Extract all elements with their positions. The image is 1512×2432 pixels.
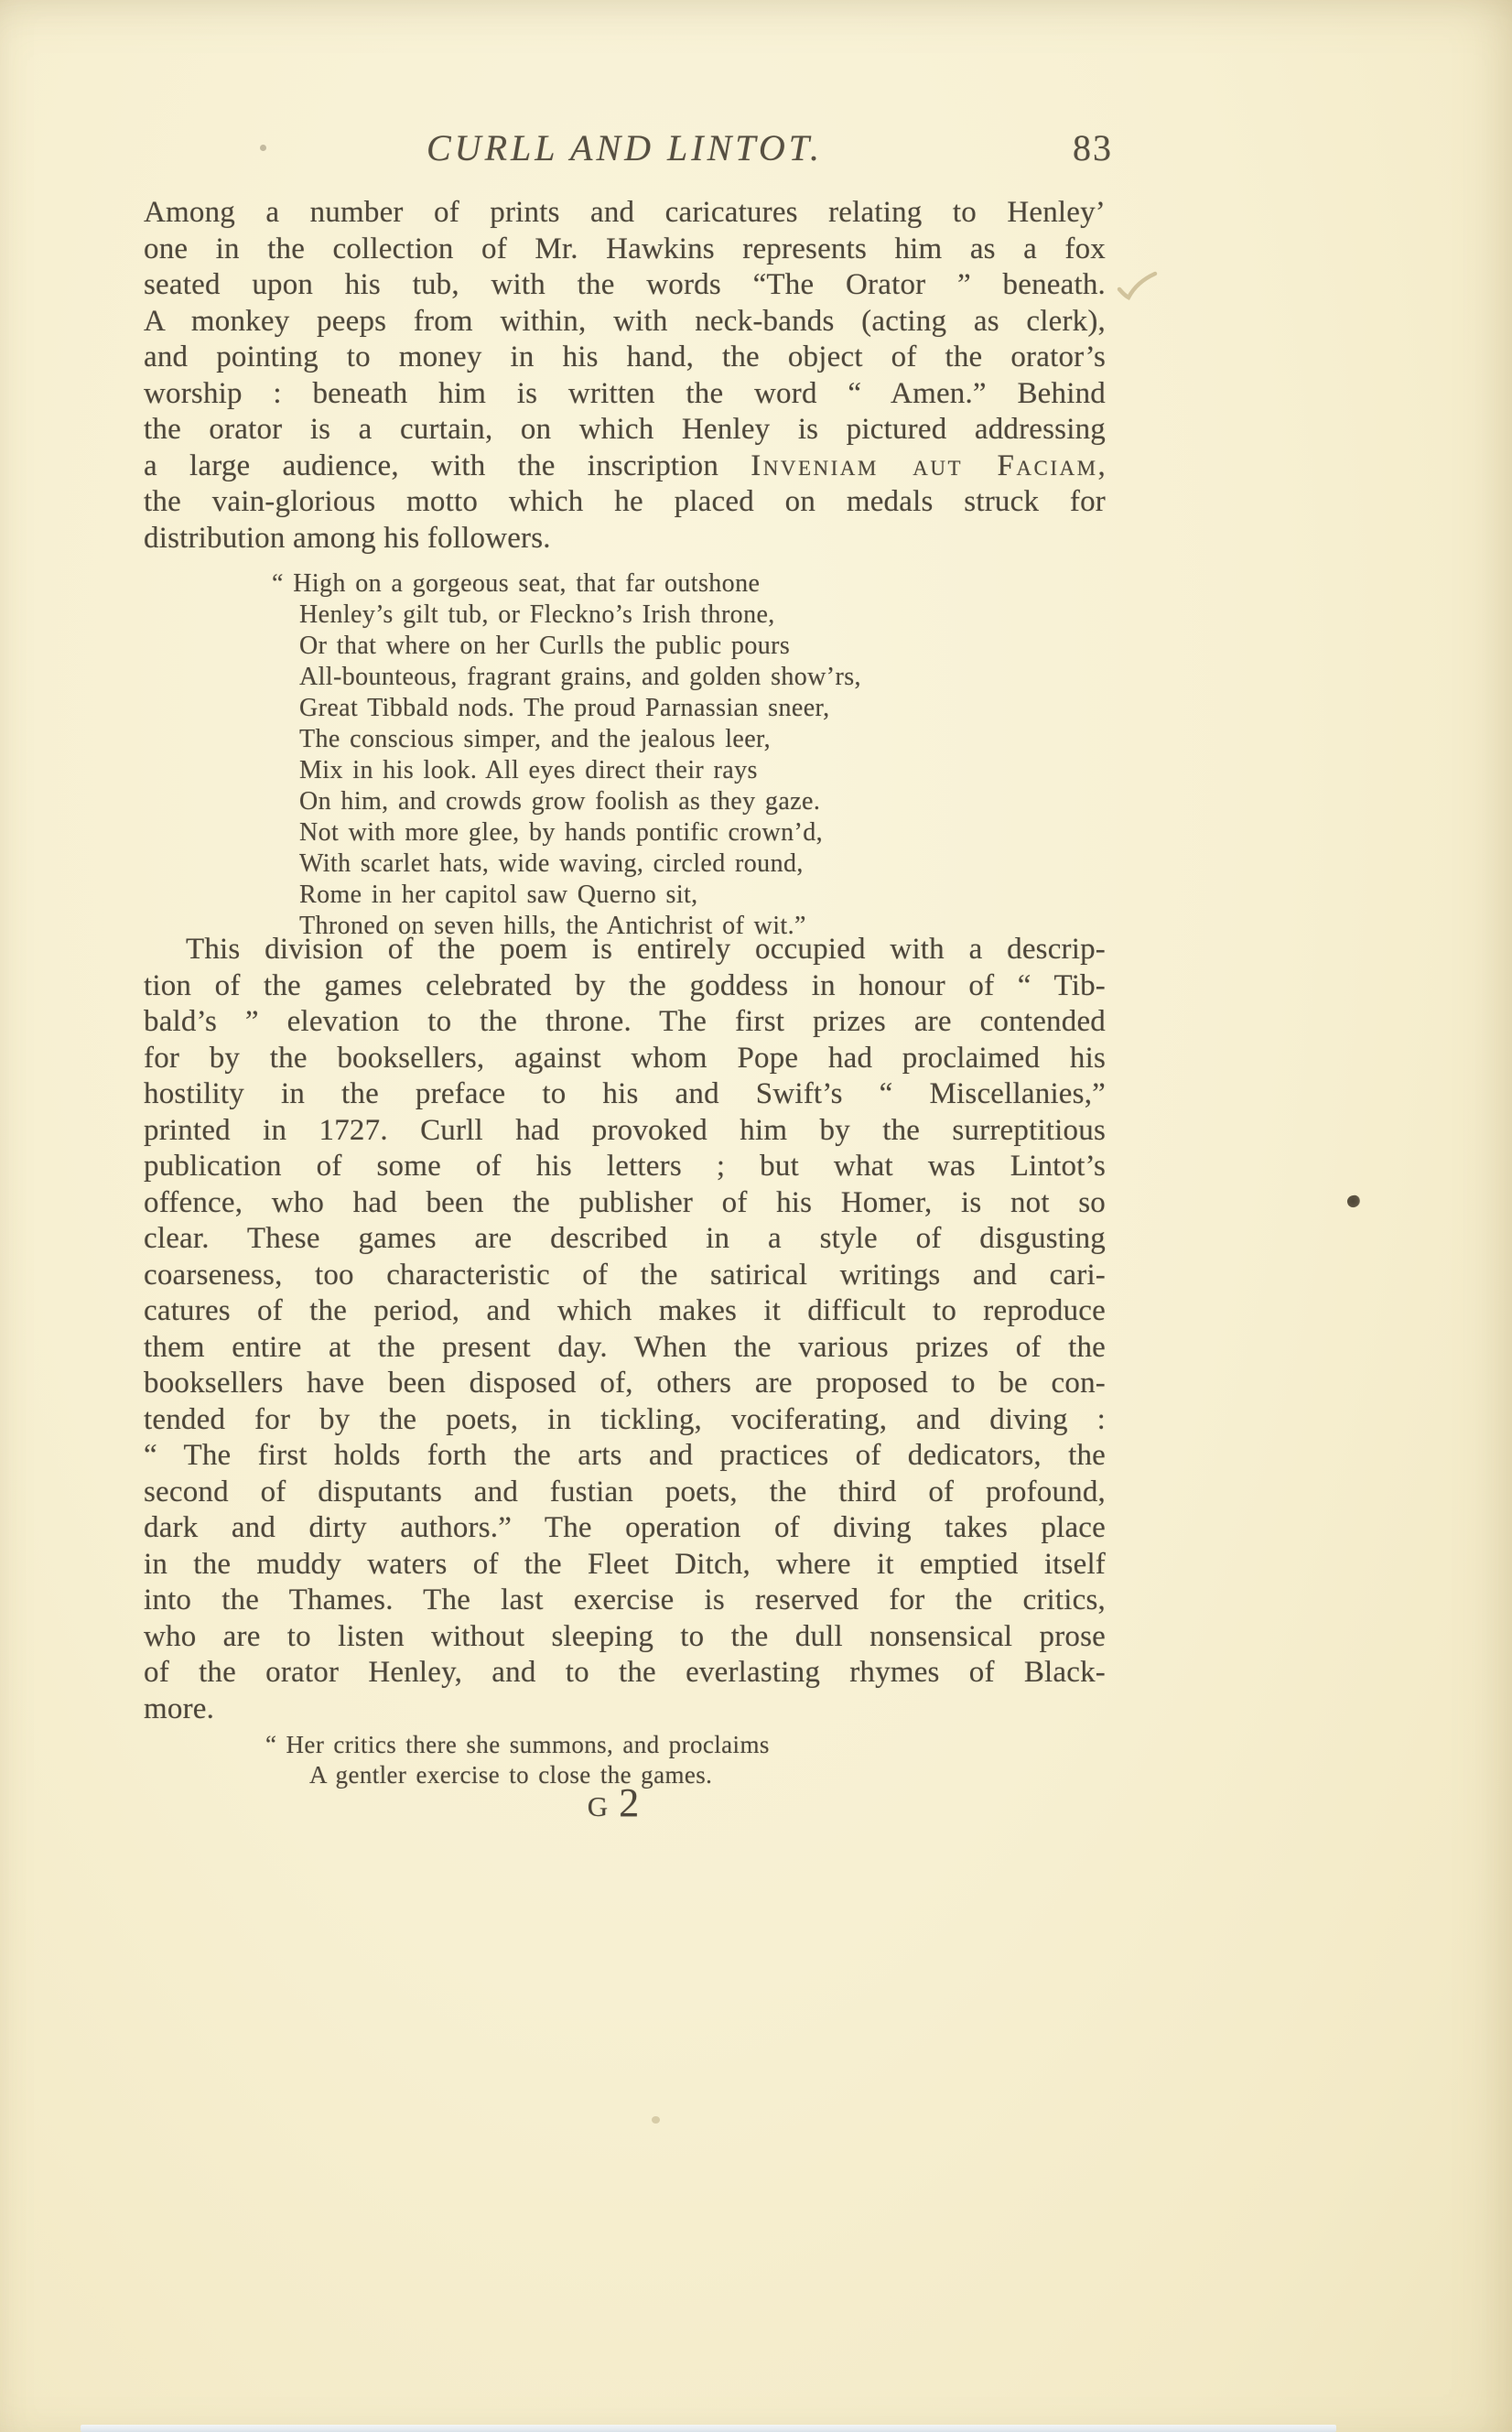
text-line: With scarlet hats, wide waving, circled round, bbox=[299, 849, 804, 878]
text-line: booksellers have been disposed of, others are proposed to be con- bbox=[144, 1367, 1106, 1400]
scan-edge-strip bbox=[81, 2425, 1336, 2432]
text-line: and pointing to money in his hand, the object of the orator’s bbox=[144, 340, 1106, 373]
text-line: hostility in the preface to his and Swift’s “ Miscellanies,” bbox=[144, 1077, 1106, 1110]
text-line: “ High on a gorgeous seat, that far outshone bbox=[272, 569, 761, 598]
text-line: worship : beneath him is written the word “ Amen.” Behind bbox=[144, 376, 1106, 410]
text-line: publication of some of his letters ; but what was Lintot’s bbox=[144, 1150, 1106, 1183]
text-line: for by the booksellers, against whom Pope had proclaimed his bbox=[144, 1041, 1106, 1075]
text-line: Mix in his look. All eyes direct their rays bbox=[299, 756, 758, 784]
text-line: seated upon his tub, with the words “The Orator ” beneath. bbox=[144, 268, 1106, 301]
text-line: distribution among his followers. bbox=[144, 521, 551, 555]
running-header-title: CURLL AND LINTOT. bbox=[427, 127, 823, 168]
text-line: printed in 1727. Curll had provoked him by the surreptitious bbox=[144, 1113, 1106, 1147]
signature-mark bbox=[549, 1779, 677, 1826]
signature-letter: G bbox=[587, 1790, 609, 1822]
text-line: Among a number of prints and caricatures relating to Henley’ bbox=[144, 196, 1106, 229]
text-line: “ The first holds forth the arts and practices of dedicators, the bbox=[144, 1439, 1106, 1472]
text-line: catures of the period, and which makes it difficult to reproduce bbox=[144, 1294, 1106, 1327]
text-segment: , bbox=[1097, 449, 1106, 482]
text-line: tion of the games celebrated by the goddess in honour of “ Tib- bbox=[144, 968, 1106, 1002]
text-segment: a large audience, with the inscription bbox=[144, 449, 751, 482]
text-line: into the Thames. The last exercise is reserved for the critics, bbox=[144, 1584, 1106, 1616]
ink-speck bbox=[1346, 1194, 1362, 1208]
text-line: one in the collection of Mr. Hawkins represents him as a fox bbox=[144, 232, 1106, 265]
paragraph-prints-and-caricatures bbox=[144, 195, 1106, 557]
signature-number: 2 bbox=[619, 1780, 640, 1825]
text-line bbox=[144, 449, 1106, 485]
text-line: them entire at the present day. When the various prizes of the bbox=[144, 1330, 1106, 1364]
text-line: in the muddy waters of the Fleet Ditch, where it emptied itself bbox=[144, 1547, 1106, 1581]
text-line: the orator is a curtain, on which Henley is pictured addressing bbox=[144, 413, 1106, 446]
text-line: The conscious simper, and the jealous leer, bbox=[299, 725, 772, 753]
small-caps-inscription: Inveniam aut Faciam bbox=[751, 449, 1098, 482]
paragraph-division-of-the-poem bbox=[144, 932, 1106, 1727]
text-line: clear. These games are described in a style of disgusting bbox=[144, 1222, 1106, 1255]
text-line: Great Tibbald nods. The proud Parnassian sneer, bbox=[299, 694, 830, 722]
text-line: of the orator Henley, and to the everlasting rhymes of Black- bbox=[144, 1656, 1106, 1689]
text-line: who are to listen without sleeping to the dull nonsensical prose bbox=[144, 1619, 1106, 1653]
text-line: the vain-glorious motto which he placed on medals struck for bbox=[144, 485, 1106, 518]
text-line: Rome in her capitol saw Querno sit, bbox=[299, 881, 698, 909]
text-line: All-bounteous, fragrant grains, and golden show’rs, bbox=[299, 663, 861, 691]
text-line: On him, and crowds grow foolish as they gaze. bbox=[299, 787, 821, 816]
text-line: A monkey peeps from within, with neck-bands (acting as clerk), bbox=[144, 304, 1106, 338]
text-line: Not with more glee, by hands pontific crown’d, bbox=[299, 818, 824, 847]
page-number: 83 bbox=[1073, 127, 1113, 168]
pencil-check-icon bbox=[1117, 271, 1159, 302]
text-line: second of disputants and fustian poets, the third of profound, bbox=[144, 1475, 1106, 1508]
text-line: coarseness, too characteristic of the satirical writings and cari- bbox=[144, 1258, 1106, 1292]
text-line: bald’s ” elevation to the throne. The first prizes are contended bbox=[144, 1005, 1106, 1038]
text-line: offence, who had been the publisher of his Homer, is not so bbox=[144, 1185, 1106, 1219]
text-line: dark and dirty authors.” The operation of diving takes place bbox=[144, 1511, 1106, 1544]
text-line: Throned on seven hills, the Antichrist of wit.” bbox=[299, 912, 806, 940]
text-line: more. bbox=[144, 1692, 215, 1725]
paper-blemish bbox=[652, 2116, 660, 2124]
text-line: Or that where on her Curlls the public pours bbox=[299, 632, 791, 660]
verse-quotation-her-critics bbox=[265, 1730, 770, 1790]
text-line: tended for by the poets, in tickling, vociferating, and diving : bbox=[144, 1402, 1106, 1436]
stray-margin-dot bbox=[260, 145, 266, 151]
text-line: This division of the poem is entirely occupied with a descrip- bbox=[186, 933, 1106, 966]
text-line: Henley’s gilt tub, or Fleckno’s Irish throne, bbox=[299, 600, 775, 629]
text-line: “ Her critics there she summons, and proclaims bbox=[265, 1731, 770, 1758]
verse-quotation-dunciad bbox=[272, 568, 861, 942]
text-line: A gentler exercise to close the games. bbox=[309, 1761, 713, 1789]
